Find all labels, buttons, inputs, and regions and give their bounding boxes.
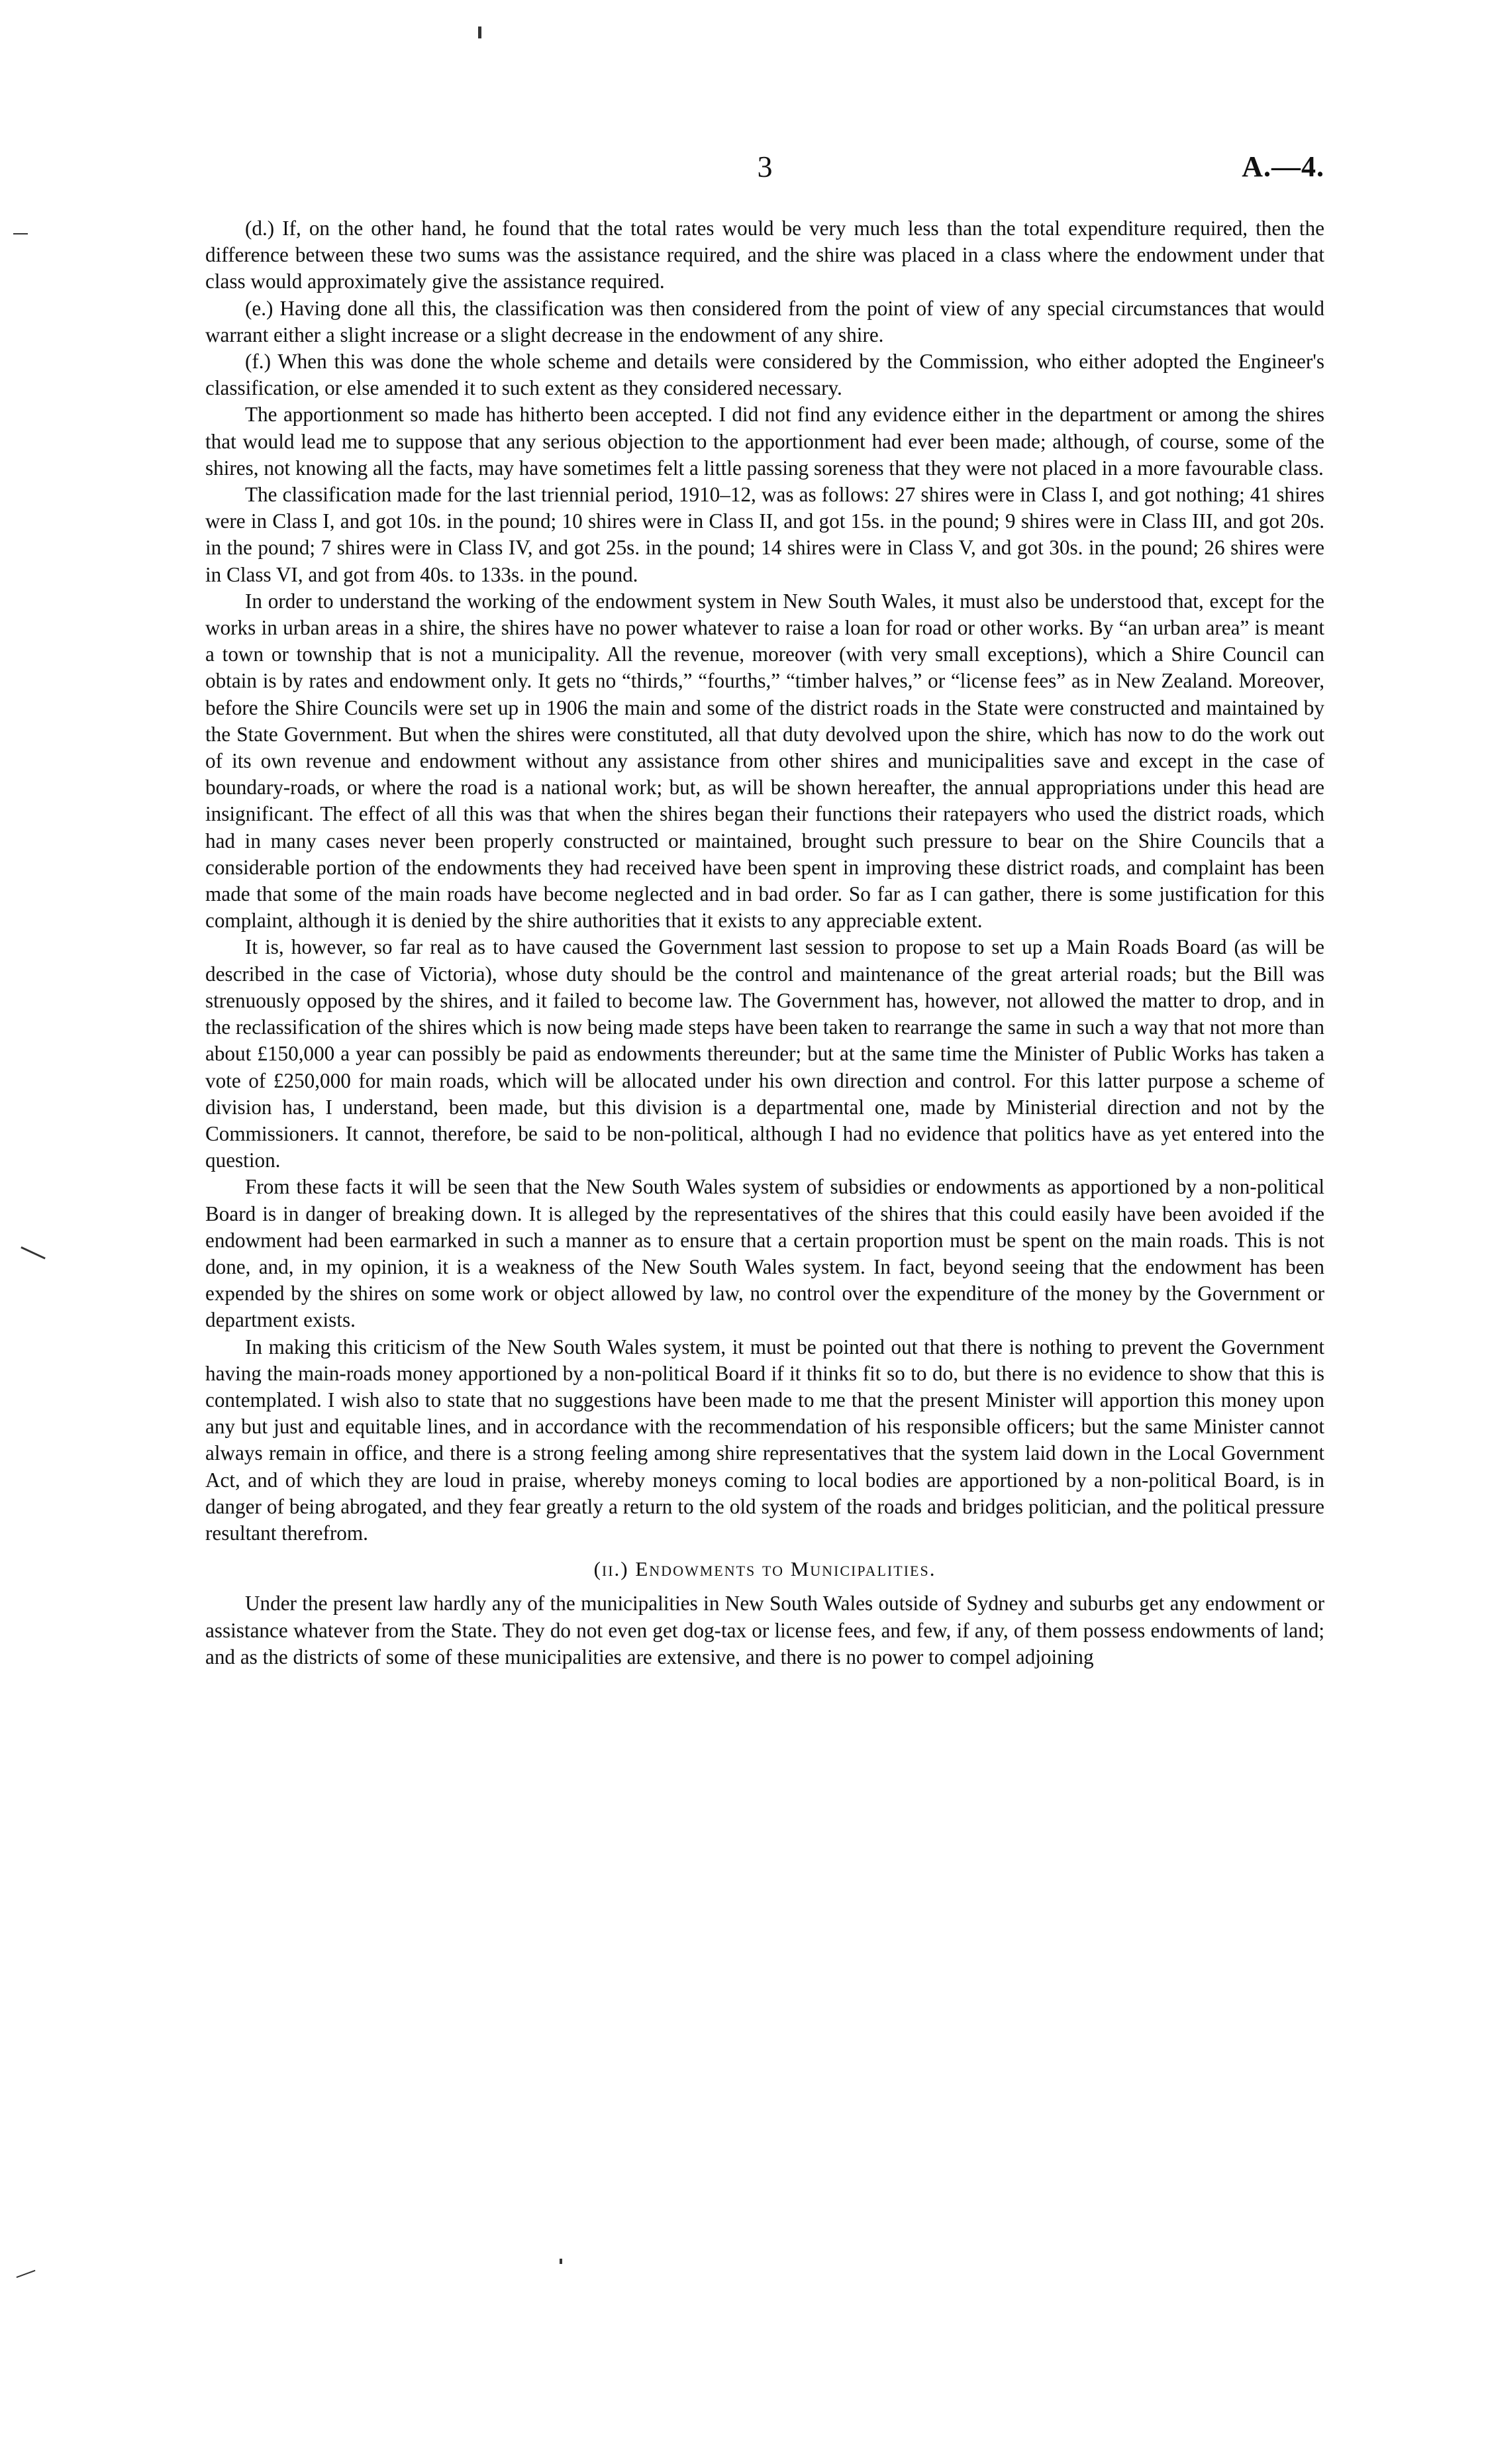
paragraph-main-roads-board: It is, however, so far real as to have caused the Government last session to propose to set up a Main Roads Board (as will be described in the case of Victoria), whose duty should be the control and maintenance of the great arterial roads; but the Bill was strenuously opposed by the shires, and it failed to become law. The Government has, however, not allowed the matter to drop, and in the reclassification of the shires which is now being made steps have been taken to rearrange the same in such a way that not more than about £150,000 a year can possibly be paid as endowments thereunder; but at the same time the Minister of Public Works has taken a vote of £250,000 for main roads, which will be allocated under his own direction and control. For this latter purpose a scheme of division has, I understand, been made, but this division is a departmental one, made by Ministerial direction and not by the Commissioners. It cannot, therefore, be said to be non-political, although I had no evidence that politics have as yet entered into the question.: [205, 935, 1324, 1172]
page-number: 3: [757, 150, 773, 183]
scan-mark-left-1: [13, 233, 28, 234]
page-header: [205, 147, 1324, 187]
section-heading: (ii.) Endowments to Municipalities.: [593, 1557, 936, 1581]
scan-mark-bottom: [560, 2259, 562, 2264]
paragraph-non-political-board: From these facts it will be seen that the New South Wales system of subsidies or endowments as apportioned by a non-political Board is in danger of breaking down. It is alleged by the representatives of the shires that this could easily have been avoided if the endowment had been earmarked in such a manner as to ensure that a certain proportion must be spent on the main roads. This is not done, and, in my opinion, it is a weakness of the New South Wales system. In fact, beyond seeing that the endowment has been expended by the shires on some work or object allowed by law, no control over the expenditure of the money by the Government or department exists.: [205, 1175, 1324, 1332]
paragraph-e: (e.) Having done all this, the classification was then considered from the point of view of any special circumstances that would warrant either a slight increase or a slight decrease in the endowment of any shire.: [205, 296, 1324, 346]
scan-mark-left-2: [21, 1247, 46, 1260]
paragraph-endowment-system: In order to understand the working of the endowment system in New South Wales, it must also be understood that, except for the works in urban areas in a shire, the shires have no power whatever to raise a loan for road or other works. By “an urban area” is meant a town or township that is not a municipality. All the revenue, moreover (with very small exceptions), which a Shire Council can obtain is by rates and endowment only. It gets no “thirds,” “fourths,” “timber halves,” or “license fees” as in New Zealand. Moreover, before the Shire Councils were set up in 1906 the main and some of the district roads in the State were constructed and maintained by the State Government. But when the shires were constituted, all that duty devolved upon the shire, which has now to do the work out of its own revenue and endowment without any assistance from other shires and municipalities save and except in the case of boundary-roads, or where the road is a national work; but, as will be shown hereafter, the annual appropriations under this head are insignificant. The effect of all this was that when the shires began their functions their ratepayers who used the district roads, which had in many cases never been properly constructed or maintained, brought such pressure to bear on the Shire Councils that a considerable portion of the endowments they had received have been spent in improving these district roads, and complaint has been made that some of the main roads have become neglected and in bad order. So far as I can gather, there is some justification for this complaint, although it is denied by the shire authorities that it exists to any appreciable extent.: [205, 589, 1324, 933]
document-reference: A.—4.: [1242, 150, 1324, 183]
paragraph-municipalities: Under the present law hardly any of the municipalities in New South Wales outside of Sydney and suburbs get any endowment or assistance whatever from the State. They do not even get dog-tax or license fees, and few, if any, of them possess endowments of land; and as the districts of some of these municipalities are extensive, and there is no power to compel adjoining: [205, 1592, 1324, 1668]
scan-mark-top: [478, 26, 481, 38]
paragraph-apportionment: The apportionment so made has hitherto been accepted. I did not find any evidence either in the department or among the shires that would lead me to suppose that any serious objection to the apportionment had ever been made; although, of course, some of the shires, not knowing all the facts, may have sometimes felt a little passing soreness that they were not placed in a more favourable class.: [205, 403, 1324, 480]
scan-mark-bottom-left: [17, 2270, 36, 2278]
body-text: [205, 215, 1324, 1670]
paragraph-criticism: In making this criticism of the New South Wales system, it must be pointed out that there is nothing to prevent the Government having the main-roads money apportioned by a non-political Board if it thinks fit so to do, but there is no evidence to show that this is contemplated. I wish also to state that no suggestions have been made to me that the present Minister will apportion this money upon any but just and equitable lines, and in accordance with the recommendation of his responsible officers; but the same Minister cannot always remain in office, and there is a strong feeling among shire representatives that the system laid down in the Local Government Act, and of which they are loud in praise, whereby moneys coming to local bodies are apportioned by a non-political Board, is in danger of being abrogated, and they fear greatly a return to the old system of the roads and bridges politician, and the political pressure resultant therefrom.: [205, 1335, 1324, 1545]
paragraph-d: (d.) If, on the other hand, he found that the total rates would be very much less than the total expenditure required, then the difference between these two sums was the assistance required, and the shire was placed in a class where the endowment under that class would approximately give the assistance required.: [205, 217, 1324, 293]
paragraph-f: (f.) When this was done the whole scheme and details were considered by the Commission, who either adopted the Engineer's classification, or else amended it to such extent as they considered necessary.: [205, 350, 1324, 400]
paragraph-classification: The classification made for the last triennial period, 1910–12, was as follows: 27 shires were in Class I, and got nothing; 41 shires were in Class I, and got 10s. in the pound; 10 shires were in Class II, and got 15s. in the pound; 9 shires were in Class III, and got 20s. in the pound; 7 shires were in Class IV, and got 25s. in the pound; 14 shires were in Class V, and got 30s. in the pound; 26 shires were in Class VI, and got from 40s. to 133s. in the pound.: [205, 483, 1324, 586]
